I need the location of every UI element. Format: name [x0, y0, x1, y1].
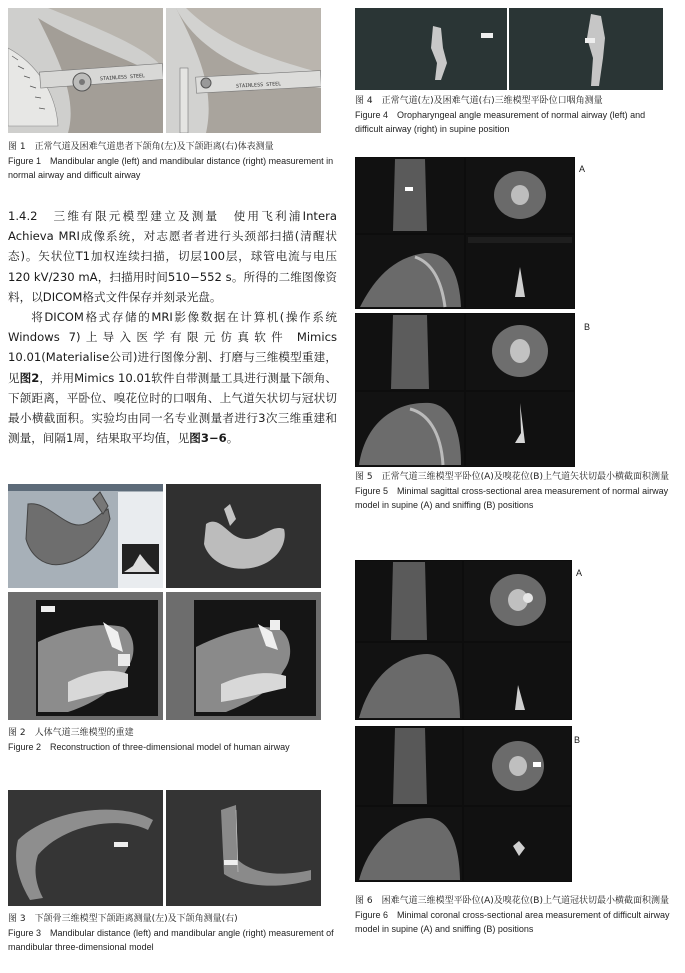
caption-zh: 图 5 正常气道三维模型平卧位(A)及嗅花位(B)上气道矢状切最小横截面积测量	[355, 472, 669, 482]
paragraph-2a: 将DICOM格式存储的MRI影像数据在计算机(操作系统 Windows 7)上导入医学有限元仿真软件 Mimics 10.01(Materialise公司)进行图像分割、打磨与三维模型重建，见	[8, 310, 337, 385]
figure-2-ct-slice-left	[8, 592, 163, 720]
caption-en: Figure 4 Oropharyngeal angle measurement of normal airway (left) and difficult airway (right) in supine position	[355, 110, 646, 134]
ruler-label: STAINLESS STEEL	[99, 73, 146, 83]
ct-slice	[8, 592, 163, 720]
figure-3-left	[8, 790, 163, 906]
figure-5-label-b: B	[584, 322, 591, 332]
caption-zh: 图 6 困难气道三维模型平卧位(A)及嗅花位(B)上气道冠状切最小横截面积测量	[355, 896, 669, 906]
caption-en: Figure 2 Reconstruction of three-dimensional model of human airway	[8, 742, 290, 752]
figure-5-caption	[355, 470, 675, 512]
figure-2-3d-mandible	[166, 484, 321, 588]
caption-en: Figure 3 Mandibular distance (left) and mandibular angle (right) measurement of mandibular three-dimensional model	[8, 928, 334, 952]
figure-4-right	[509, 8, 663, 90]
ruler-label: STAINLESS STEEL	[235, 81, 282, 90]
figure-3-right	[166, 790, 321, 906]
figure-5-panel-b	[355, 313, 575, 467]
mandible-model	[166, 484, 321, 588]
figure-1	[8, 8, 163, 133]
figure-3-6-reference[interactable]: 图3−6	[189, 431, 227, 446]
airway-model-normal	[355, 8, 507, 90]
caption-en: Figure 1 Mandibular angle (left) and mandibular distance (right) measurement in normal airway and difficult airway	[8, 156, 334, 180]
mri-quad-view	[355, 726, 572, 882]
figure-4-left	[355, 8, 507, 90]
figure-6-caption	[355, 894, 675, 936]
figure-2-reference[interactable]: 图2	[19, 370, 40, 385]
figure-1-left-photo	[8, 8, 163, 133]
figure-6-label-a: A	[576, 568, 583, 578]
caption-en: Figure 5 Minimal sagittal cross-sectional area measurement of normal airway model in supine (A) and sniffing (B) positions	[355, 486, 669, 510]
section-1-4-2: 1.4.2 三维有限元模型建立及测量 使用飞利浦Intera Achieva MRI成像系统，对志愿者者进行头颈部扫描(清醒状态)。矢状位T1加权连续扫描，切层100层，球管电流与电压120 kV/230 mA，扫描用时间510−552 s。所得的二维图像资料，以DICOM格式文件保存并刻录光盘。 将DICOM格式存储的MRI影像数据在计算机(操作系统 Windows 7)上导入医学有限元仿真软件 Mimics 10.01(Materialise公司)进行图像分割、打磨与三维模型重建，见图2，并用Mimics 10.01软件自带测量工具进行测量下颌角、下颌距离，平卧位、嗅花位时的口咽角、上气道矢状切与冠状切最小横截面积。实验均由同一名专业测量者进行3次三维重建和测量，间隔1周，结果取平均值，见图3−6。	[8, 209, 337, 446]
caption-zh: 图 4 正常气道(左)及困难气道(右)三维模型平卧位口咽角测量	[355, 96, 603, 106]
caption-zh: 图 2 人体气道三维模型的重建	[8, 728, 134, 738]
figure-1-caption	[8, 140, 338, 182]
mandible-distance	[8, 790, 163, 906]
mimics-window	[8, 484, 163, 588]
caption-en: Figure 6 Minimal coronal cross-sectional area measurement of difficult airway model in supine (A) and sniffing (B) positions	[355, 910, 670, 934]
figure-2-ct-slice-right	[166, 592, 321, 720]
airway-model-difficult	[509, 8, 663, 90]
section-heading: 1.4.2 三维有限元模型建立及测量	[8, 209, 220, 223]
figure-5-panel-a	[355, 157, 575, 309]
figure-1-right	[166, 8, 321, 133]
figure-3-caption	[8, 912, 338, 954]
figure-2-caption	[8, 726, 328, 754]
figure-6-panel-b	[355, 726, 572, 882]
caption-zh: 图 3 下颌骨三维模型下颌距离测量(左)及下颌角测量(右)	[8, 914, 238, 924]
figure-4-caption	[355, 94, 675, 136]
caption-zh: 图 1 正常气道及困难气道患者下颌角(左)及下颌距离(右)体表测量	[8, 142, 274, 152]
mandible-angle	[166, 790, 321, 906]
figure-5-label-a: A	[579, 164, 586, 174]
figure-1-right-photo	[166, 8, 321, 133]
figure-2-software-screenshot	[8, 484, 163, 588]
mri-quad-view	[355, 313, 575, 467]
ct-slice	[166, 592, 321, 720]
mri-quad-view	[355, 560, 572, 720]
figure-6-panel-a	[355, 560, 572, 720]
figure-6-label-b: B	[574, 735, 581, 745]
paragraph-1: 使用飞利浦Intera Achieva MRI成像系统，对志愿者者进行头颈部扫描(清醒状态)。矢状位T1加权连续扫描，切层100层，球管电流与电压120 kV/230 mA，扫描用时间510−552 s。所得的二维图像资料，以DICOM格式文件保存并刻录光盘。	[8, 209, 337, 304]
mri-quad-view	[355, 157, 575, 309]
paragraph-2b: ，并用Mimics 10.01软件自带测量工具进行测量下颌角、下颌距离，平卧位、嗅花位时的口咽角、上气道矢状切与冠状切最小横截面积。实验均由同一名专业测量者进行3次三维重建和测量，间隔1周，结果取平均值，见	[8, 370, 337, 446]
